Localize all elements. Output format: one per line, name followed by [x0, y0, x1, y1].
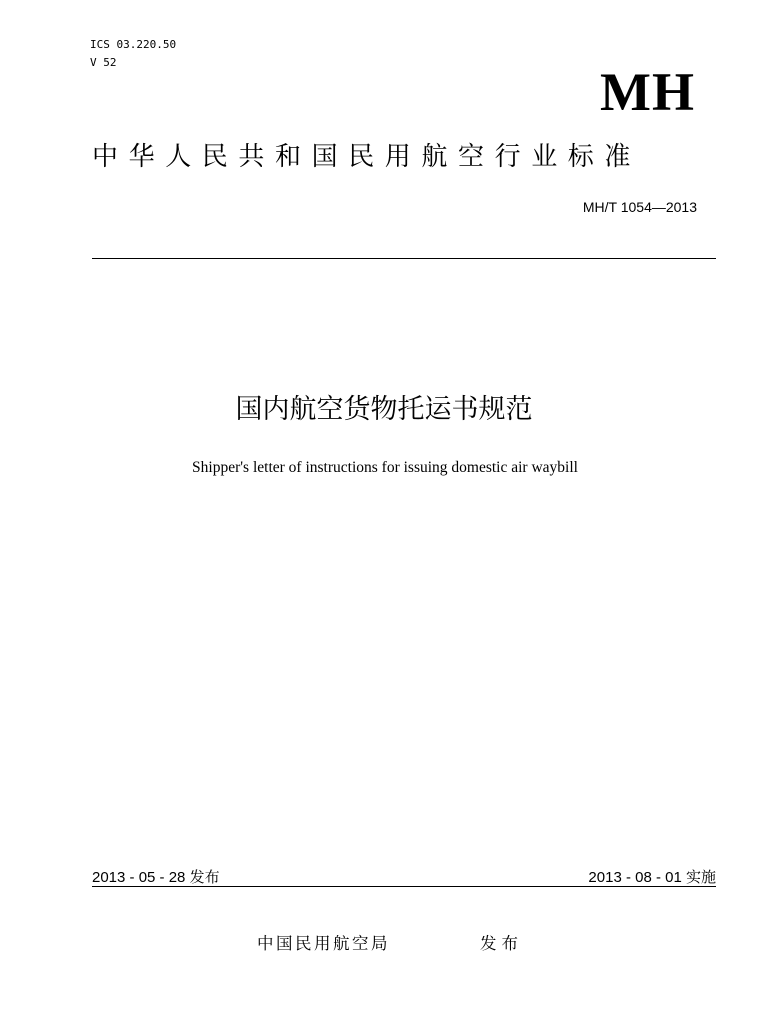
- standard-type-title: 中华人民共和国民用航空行业标准: [92, 142, 642, 172]
- document-title-chinese: 国内航空货物托运书规范: [235, 394, 533, 425]
- publisher-name: 中国民用航空局: [257, 934, 390, 953]
- implementation-date: 2013 - 08 - 01 实施: [588, 869, 716, 886]
- publish-label: 发布: [480, 934, 523, 953]
- header-divider: [92, 258, 716, 259]
- issue-date: 2013 - 05 - 28 发布: [92, 869, 220, 886]
- footer-divider: [92, 886, 716, 887]
- standard-number: MH/T 1054—2013: [582, 199, 697, 215]
- ccs-code: V 52: [90, 56, 117, 69]
- mh-logo: MH: [600, 62, 695, 122]
- ics-code: ICS 03.220.50: [90, 38, 177, 51]
- document-title-english: Shipper's letter of instructions for issuing domestic air waybill: [192, 459, 578, 476]
- document-title-english-container: [0, 457, 770, 478]
